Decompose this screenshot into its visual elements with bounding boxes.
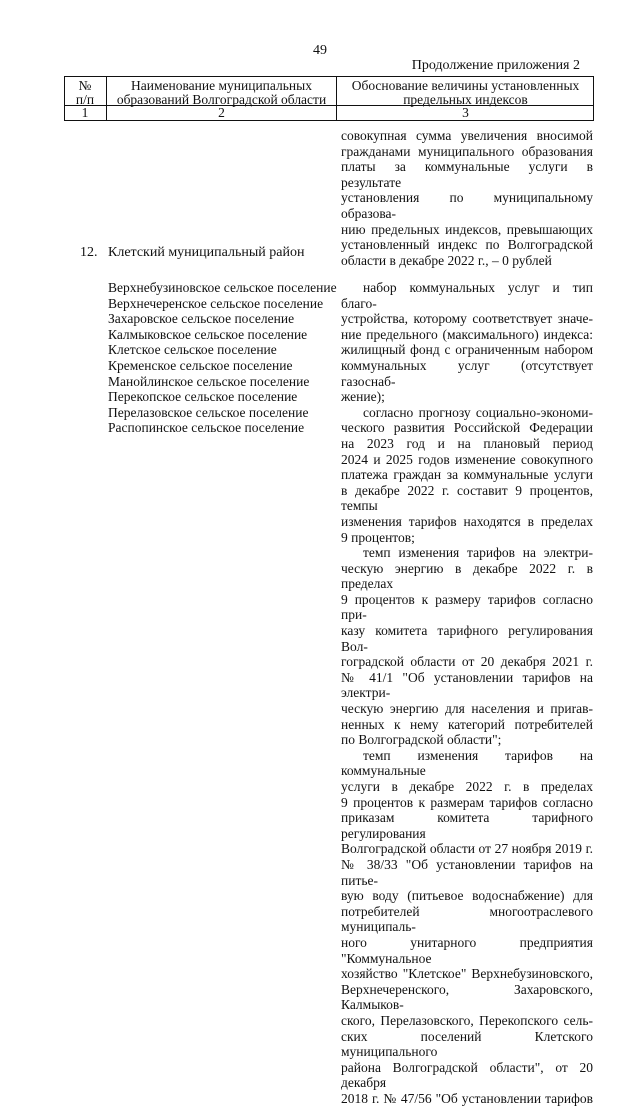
header-col-name-line: Наименование муниципальных — [131, 78, 312, 93]
column-number-3: 3 — [462, 105, 469, 120]
section-number: 12. — [80, 245, 98, 260]
paragraph-utility-tariffs — [341, 748, 593, 1106]
text-line: ного унитарного предприятия "Коммунальное — [341, 934, 593, 966]
text-line: в декабре 2022 г. составит 9 процентов, темпы — [341, 482, 593, 514]
text-line: ских поселений Клетского муниципального — [341, 1028, 593, 1060]
settlement-item: Верхнечеренское сельское поселение — [108, 295, 324, 311]
text-line: гоградской области от 20 декабря 2021 г. — [341, 654, 593, 670]
intro-paragraph — [341, 128, 593, 268]
header-col-justification — [337, 79, 594, 107]
text-line: 9 процентов; — [341, 529, 415, 545]
text-line: совокупная сумма увеличения вносимой — [341, 128, 593, 143]
settlement-item: Кременское сельское поселение — [108, 357, 293, 373]
justification-text — [341, 280, 593, 1106]
settlement-item: Верхнебузиновское сельское поселение — [108, 280, 337, 295]
text-line: ческую энергию для населения и приrав- — [341, 701, 593, 717]
text-line: гражданами муниципального образования — [341, 143, 593, 159]
text-line: района Волгоградской области", от 20 декабря — [341, 1059, 593, 1091]
text-line: нию предельных индексов, превышающих — [341, 221, 593, 237]
text-line: устройства, которому соответствует значе- — [341, 311, 593, 327]
header-col-number-line: п/п — [75, 92, 95, 107]
text-line: казу комитета тарифного регулирования Вол- — [341, 623, 593, 654]
text-line: ненных к нему категорий потребителей — [341, 716, 593, 732]
text-line: ческого развития Российской Федерации — [341, 420, 593, 436]
text-line: по Волгоградской области"; — [341, 732, 502, 748]
text-line: платежа граждан за коммунальные услуги — [341, 467, 593, 483]
header-col-justification-line: Обоснование величины установленных — [351, 78, 580, 93]
text-line: жилищный фонд с ограниченным набором — [341, 342, 593, 358]
settlement-item: Распопинское сельское поселение — [108, 420, 305, 436]
text-line: Верхнечеренского, Захаровского, Калмыков- — [341, 981, 593, 1013]
text-line: услуги в декабре 2022 г. в пределах — [341, 779, 593, 794]
text-line: приказам комитета тарифного регулирования — [341, 810, 593, 841]
settlement-list — [108, 280, 338, 436]
header-col-justification-line: предельных индексов — [403, 92, 528, 107]
header-col-name-line: образований Волгоградской области — [116, 92, 327, 107]
paragraph-forecast — [341, 405, 593, 545]
text-line: 2018 г. № 47/56 "Об установлении тарифов — [341, 1090, 593, 1106]
settlement-item: Захаровское сельское поселение — [108, 311, 295, 327]
text-line: ского, Перелазовского, Перекопского сель- — [341, 1012, 593, 1028]
column-number-2: 2 — [218, 105, 225, 120]
text-line: вую воду (питьевое водоснабжение) для — [341, 888, 593, 904]
text-line: области в декабре 2022 г., – 0 рублей — [341, 252, 552, 268]
text-line: установления по муниципальному образова- — [341, 190, 593, 221]
text-line: темп изменения тарифов на коммунальные — [341, 747, 593, 779]
text-line: потребителей многоотраслевого муниципаль- — [341, 903, 593, 935]
text-line: ческую энергию в декабре 2022 г. в пределах — [341, 560, 593, 592]
settlement-item: Перекопское сельское поселение — [108, 389, 298, 405]
paragraph-utilities-set — [341, 280, 593, 405]
text-line: хозяйство "Клетское" Верхнебузиновского, — [341, 966, 593, 982]
page-number: 49 — [313, 43, 327, 58]
settlement-item: Клетское сельское поселение — [108, 342, 277, 358]
text-line: установленный индекс по Волгоградской — [341, 237, 593, 253]
text-line: 9 процентов к размеру тарифов согласно при- — [341, 591, 593, 623]
text-line: темп изменения тарифов на электри- — [363, 545, 593, 561]
text-line: коммунальных услуг (отсутствует газоснаб- — [341, 357, 593, 389]
text-line: платы за коммунальные услуги в результате — [341, 159, 593, 190]
section-title: Клетский муниципальный район — [108, 245, 305, 260]
text-line: 9 процентов к размерам тарифов согласно — [341, 794, 593, 810]
text-line: ние предельного (максимального) индекса: — [341, 326, 593, 342]
header-col-number — [64, 79, 106, 107]
text-line: Волгоградской области от 27 ноября 2019 г. — [341, 841, 593, 857]
text-line: 2024 и 2025 годов изменение совокупного — [341, 451, 593, 467]
settlement-item: Калмыковское сельское поселение — [108, 326, 308, 342]
header-col-number-line: № — [78, 78, 92, 93]
appendix-continuation-label: Продолжение приложения 2 — [411, 58, 580, 73]
text-line: жение); — [341, 389, 385, 405]
text-line: набор коммунальных услуг и тип благо- — [341, 280, 593, 311]
settlement-item: Манойлинское сельское поселение — [108, 373, 310, 389]
paragraph-electricity-tariffs — [341, 545, 593, 748]
text-line: на 2023 год и на плановый период — [341, 435, 593, 451]
text-line: № 38/33 "Об установлении тарифов на питье- — [341, 856, 593, 888]
settlement-item: Перелазовское сельское поселение — [108, 404, 309, 420]
text-line: № 41/1 "Об установлении тарифов на электри- — [341, 669, 593, 701]
header-col-name — [107, 79, 336, 107]
table-header — [64, 76, 594, 121]
column-number-1: 1 — [81, 105, 89, 120]
text-line: изменения тарифов находятся в пределах — [341, 513, 593, 529]
text-line: согласно прогнозу социально-экономи- — [363, 404, 593, 420]
